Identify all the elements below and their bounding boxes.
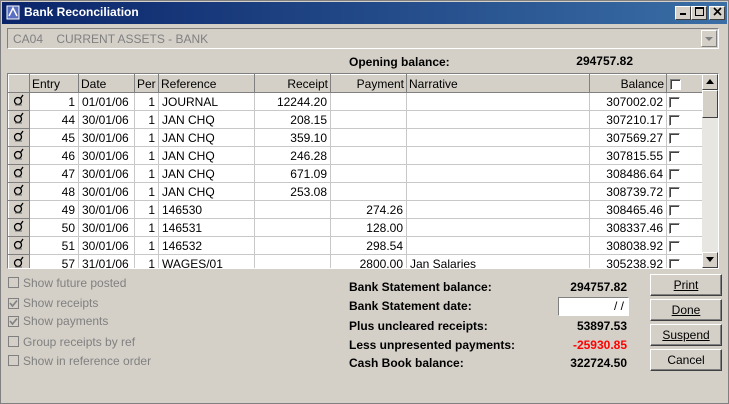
suspend-button[interactable]: [650, 324, 722, 346]
cell-balance: 308465.46: [590, 201, 667, 219]
row-lookup-cell[interactable]: [9, 147, 30, 165]
done-button[interactable]: [650, 299, 722, 321]
transactions-grid: [7, 73, 719, 269]
grid-header-row: [9, 75, 703, 93]
cell-cleared[interactable]: [667, 111, 703, 129]
cell-narrative: Jan Salaries: [407, 255, 590, 270]
cashbook-balance-label: Cash Book balance:: [349, 356, 464, 370]
uncleared-receipts-label: Plus uncleared receipts:: [349, 319, 488, 333]
cell-entry: 57: [30, 255, 79, 270]
cell-receipt: 12244.20: [255, 93, 331, 111]
account-select-value: CA04 CURRENT ASSETS - BANK: [13, 32, 209, 46]
cell-payment: [331, 147, 407, 165]
cell-balance: 307002.02: [590, 93, 667, 111]
minimize-icon[interactable]: [675, 6, 691, 20]
unpresented-payments-label: Less unpresented payments:: [349, 338, 516, 352]
cell-reference: 146532: [159, 237, 255, 255]
option-checkbox[interactable]: [8, 355, 19, 366]
done-button-label: Done: [671, 303, 701, 317]
cell-entry: 44: [30, 111, 79, 129]
cell-receipt: 208.15: [255, 111, 331, 129]
app-icon: [6, 5, 20, 20]
statement-balance-value: 294757.82: [570, 280, 627, 294]
close-icon[interactable]: [709, 6, 725, 20]
cell-cleared[interactable]: [667, 237, 703, 255]
cell-reference: JAN CHQ: [159, 183, 255, 201]
uncleared-receipts-value: 53897.53: [576, 319, 627, 333]
cell-date: 30/01/06: [79, 219, 135, 237]
cell-per: 1: [135, 183, 159, 201]
cell-cleared[interactable]: [667, 219, 703, 237]
cell-per: 1: [135, 201, 159, 219]
cell-receipt: [255, 237, 331, 255]
cell-narrative: [407, 201, 590, 219]
cell-payment: 128.00: [331, 219, 407, 237]
cell-per: 1: [135, 111, 159, 129]
cell-receipt: [255, 219, 331, 237]
cell-date: 30/01/06: [79, 183, 135, 201]
cell-narrative: [407, 237, 590, 255]
table-row[interactable]: [9, 255, 703, 270]
table-row[interactable]: [9, 219, 703, 237]
cleared-checkbox[interactable]: [669, 223, 680, 234]
cell-date: 30/01/06: [79, 111, 135, 129]
cell-cleared[interactable]: [667, 255, 703, 270]
option-checkbox[interactable]: [8, 336, 19, 347]
cell-entry: 50: [30, 219, 79, 237]
cell-payment: 2800.00: [331, 255, 407, 270]
row-lookup-cell[interactable]: [9, 129, 30, 147]
maximize-icon[interactable]: [691, 6, 707, 20]
cell-reference: JAN CHQ: [159, 165, 255, 183]
cell-date: 30/01/06: [79, 147, 135, 165]
col-header-narrative[interactable]: Narrative: [407, 75, 590, 93]
checkmark-icon: [9, 299, 18, 308]
cell-cleared[interactable]: [667, 147, 703, 165]
cell-cleared[interactable]: [667, 165, 703, 183]
edit-lookup-icon[interactable]: [12, 129, 26, 143]
cell-balance: 308337.46: [590, 219, 667, 237]
row-lookup-cell[interactable]: [9, 255, 30, 270]
cleared-checkbox[interactable]: [669, 97, 680, 108]
row-lookup-cell[interactable]: [9, 165, 30, 183]
cell-narrative: [407, 93, 590, 111]
checkmark-icon: [9, 317, 18, 326]
transactions-table: [8, 74, 703, 269]
option-checkbox[interactable]: [8, 316, 19, 327]
edit-lookup-icon[interactable]: [12, 237, 26, 251]
cell-payment: 298.54: [331, 237, 407, 255]
cell-receipt: [255, 255, 331, 270]
row-lookup-cell[interactable]: [9, 219, 30, 237]
cell-date: 30/01/06: [79, 129, 135, 147]
cell-per: 1: [135, 129, 159, 147]
row-lookup-cell[interactable]: [9, 183, 30, 201]
title-bar: [2, 2, 727, 24]
cell-balance: 307210.17: [590, 111, 667, 129]
cell-entry: 45: [30, 129, 79, 147]
cell-date: 31/01/06: [79, 255, 135, 270]
cell-per: 1: [135, 255, 159, 270]
option-label: Show payments: [23, 314, 109, 328]
table-row[interactable]: [9, 93, 703, 111]
table-row[interactable]: [9, 111, 703, 129]
col-header-receipt[interactable]: Receipt: [255, 75, 331, 93]
statement-date-label: Bank Statement date:: [349, 299, 472, 313]
edit-lookup-icon[interactable]: [12, 147, 26, 161]
suspend-button-label: Suspend: [662, 328, 710, 342]
cell-entry: 48: [30, 183, 79, 201]
option-show-in-reference-order[interactable]: [8, 354, 151, 368]
cell-narrative: [407, 111, 590, 129]
option-show-payments[interactable]: [8, 314, 108, 328]
cleared-checkbox[interactable]: [669, 241, 680, 252]
cell-narrative: [407, 219, 590, 237]
cell-reference: JOURNAL: [159, 93, 255, 111]
cell-payment: 274.26: [331, 201, 407, 219]
cell-receipt: 253.08: [255, 183, 331, 201]
table-row[interactable]: [9, 183, 703, 201]
print-button-label: Print: [673, 278, 699, 292]
cell-reference: 146531: [159, 219, 255, 237]
cell-per: 1: [135, 219, 159, 237]
chevron-down-icon[interactable]: [701, 30, 717, 47]
col-header-icon: [9, 75, 30, 93]
table-row[interactable]: [9, 237, 703, 255]
cell-cleared[interactable]: [667, 183, 703, 201]
scroll-down-icon[interactable]: [702, 252, 718, 268]
col-header-entry[interactable]: Entry: [30, 75, 79, 93]
col-header-reference[interactable]: Reference: [159, 75, 255, 93]
option-label: Group receipts by ref: [23, 335, 136, 349]
option-label: Show future posted: [23, 276, 127, 290]
cashbook-balance-value: 322724.50: [570, 356, 627, 370]
cell-reference: WAGES/01: [159, 255, 255, 270]
edit-lookup-icon[interactable]: [12, 111, 26, 125]
cell-entry: 46: [30, 147, 79, 165]
cell-per: 1: [135, 147, 159, 165]
select-all-checkbox[interactable]: [670, 79, 681, 90]
table-row[interactable]: [9, 129, 703, 147]
cell-cleared[interactable]: [667, 129, 703, 147]
cell-date: 30/01/06: [79, 165, 135, 183]
cell-reference: JAN CHQ: [159, 111, 255, 129]
opening-balance-label: Opening balance:: [349, 55, 450, 69]
account-select[interactable]: [7, 28, 719, 49]
cell-cleared[interactable]: [667, 201, 703, 219]
cell-narrative: [407, 129, 590, 147]
cell-balance: 308486.64: [590, 165, 667, 183]
cell-balance: 307815.55: [590, 147, 667, 165]
cell-cleared[interactable]: [667, 93, 703, 111]
table-row[interactable]: [9, 165, 703, 183]
option-checkbox[interactable]: [8, 298, 19, 309]
vertical-scrollbar[interactable]: [702, 74, 718, 268]
edit-lookup-icon[interactable]: [12, 93, 26, 107]
cell-reference: JAN CHQ: [159, 147, 255, 165]
cell-date: 30/01/06: [79, 237, 135, 255]
cell-entry: 49: [30, 201, 79, 219]
cancel-button[interactable]: Cancel: [650, 349, 722, 371]
cell-payment: [331, 165, 407, 183]
table-row[interactable]: [9, 147, 703, 165]
statement-balance-label: Bank Statement balance:: [349, 280, 492, 294]
cell-payment: [331, 93, 407, 111]
cell-receipt: 359.10: [255, 129, 331, 147]
edit-lookup-icon[interactable]: [12, 183, 26, 197]
window-title: Bank Reconciliation: [24, 5, 139, 19]
opening-balance-value: 294757.82: [576, 54, 633, 68]
col-header-payment[interactable]: Payment: [331, 75, 407, 93]
cell-date: 30/01/06: [79, 201, 135, 219]
cell-per: 1: [135, 237, 159, 255]
cell-narrative: [407, 165, 590, 183]
cleared-checkbox[interactable]: [669, 133, 680, 144]
cleared-checkbox[interactable]: [669, 187, 680, 198]
scroll-up-icon[interactable]: [702, 74, 718, 90]
cell-payment: [331, 183, 407, 201]
cell-receipt: [255, 201, 331, 219]
print-button[interactable]: [650, 274, 722, 296]
table-row[interactable]: [9, 201, 703, 219]
cell-balance: 307569.27: [590, 129, 667, 147]
cleared-checkbox[interactable]: [669, 169, 680, 180]
cell-narrative: [407, 147, 590, 165]
statement-date-field[interactable]: / /: [558, 297, 629, 316]
cell-receipt: 246.28: [255, 147, 331, 165]
row-lookup-cell[interactable]: [9, 93, 30, 111]
edit-lookup-icon[interactable]: [12, 255, 26, 269]
cell-payment: [331, 111, 407, 129]
row-lookup-cell[interactable]: [9, 111, 30, 129]
cell-reference: 146530: [159, 201, 255, 219]
option-checkbox[interactable]: [8, 277, 19, 288]
col-header-balance[interactable]: Balance: [590, 75, 667, 93]
cell-receipt: 671.09: [255, 165, 331, 183]
cell-balance: 308739.72: [590, 183, 667, 201]
cell-entry: 47: [30, 165, 79, 183]
cell-narrative: [407, 183, 590, 201]
cell-entry: 1: [30, 93, 79, 111]
cell-entry: 51: [30, 237, 79, 255]
cleared-checkbox[interactable]: [669, 205, 680, 216]
cell-balance: 308038.92: [590, 237, 667, 255]
option-show-future-posted[interactable]: [8, 276, 126, 290]
edit-lookup-icon[interactable]: [12, 165, 26, 179]
row-lookup-cell[interactable]: [9, 237, 30, 255]
option-label: Show receipts: [23, 296, 99, 310]
unpresented-payments-value: -25930.85: [572, 338, 627, 352]
col-header-per[interactable]: Per: [135, 75, 159, 93]
option-group-receipts-by-ref[interactable]: [8, 335, 135, 349]
cell-balance: 305238.92: [590, 255, 667, 270]
cell-per: 1: [135, 93, 159, 111]
option-label: Show in reference order: [23, 354, 152, 368]
edit-lookup-icon[interactable]: [12, 201, 26, 215]
cell-date: 01/01/06: [79, 93, 135, 111]
cleared-checkbox[interactable]: [669, 151, 680, 162]
edit-lookup-icon[interactable]: [12, 219, 26, 233]
scroll-thumb[interactable]: [702, 90, 718, 118]
cleared-checkbox[interactable]: [669, 115, 680, 126]
cleared-checkbox[interactable]: [669, 259, 680, 269]
cell-payment: [331, 129, 407, 147]
option-show-receipts[interactable]: [8, 296, 98, 310]
col-header-date[interactable]: Date: [79, 75, 135, 93]
cell-per: 1: [135, 165, 159, 183]
cell-reference: JAN CHQ: [159, 129, 255, 147]
col-header-select-all[interactable]: [667, 75, 703, 93]
row-lookup-cell[interactable]: [9, 201, 30, 219]
